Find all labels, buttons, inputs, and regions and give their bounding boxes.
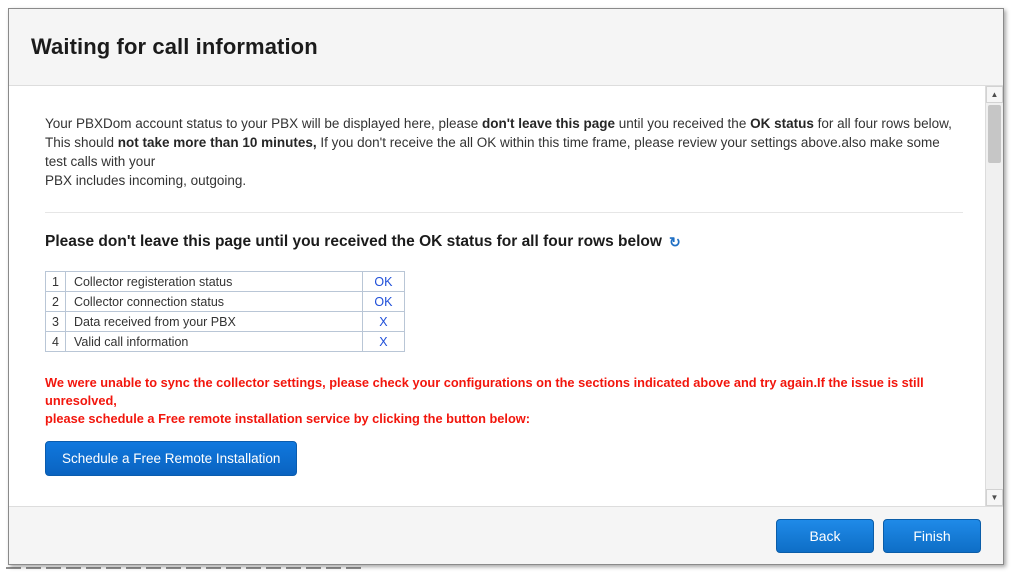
divider: [45, 212, 963, 213]
background-page-text-line: ——————————————————: [6, 563, 366, 576]
status-badge: OK: [362, 272, 404, 292]
dialog-body: [9, 86, 1003, 506]
vertical-scrollbar[interactable]: [985, 86, 1003, 506]
status-badge: X: [362, 312, 404, 332]
scrollable-content: [9, 86, 985, 506]
scroll-down-arrow-icon[interactable]: ▼: [986, 489, 1003, 506]
table-row: [46, 312, 405, 332]
table-row: [46, 272, 405, 292]
row-label: Collector connection status: [65, 292, 362, 312]
intro-line1-part2: until you received the: [615, 116, 751, 131]
intro-line2-part1: This should: [45, 135, 118, 150]
table-row: [46, 332, 405, 352]
intro-line1-bold2: OK status: [750, 116, 814, 131]
status-table: [45, 271, 405, 352]
intro-line2-part2: If you don't receive the all OK within this time frame, please review your settings above.also make some test calls with your: [45, 135, 940, 169]
intro-line1-bold1: don't leave this page: [482, 116, 615, 131]
status-badge: OK: [362, 292, 404, 312]
intro-line1-part3: for all four rows below,: [813, 116, 952, 131]
dialog-window: [8, 8, 1004, 565]
intro-line2-bold1: not take more than 10 minutes,: [117, 135, 317, 150]
scrollbar-thumb[interactable]: [988, 105, 1001, 163]
warning-message: [45, 374, 963, 428]
finish-button[interactable]: Finish: [883, 519, 981, 553]
row-index: 1: [46, 272, 66, 292]
row-index: 3: [46, 312, 66, 332]
dialog-header: [9, 9, 1003, 86]
dialog-footer: [9, 506, 1003, 564]
table-row: [46, 292, 405, 312]
row-index: 2: [46, 292, 66, 312]
warning-line2: please schedule a Free remote installation service by clicking the button below:: [45, 411, 531, 426]
schedule-remote-installation-button[interactable]: Schedule a Free Remote Installation: [45, 441, 297, 476]
section-heading: [45, 233, 963, 251]
intro-line1-part1: Your PBXDom account status to your PBX will be displayed here, please: [45, 116, 482, 131]
warning-line1: We were unable to sync the collector settings, please check your configurations on the sections indicated above and try again.If the issue is still unresolved,: [45, 375, 924, 408]
refresh-icon[interactable]: ↻: [668, 234, 681, 250]
back-button[interactable]: Back: [776, 519, 874, 553]
row-label: Collector registeration status: [65, 272, 362, 292]
row-index: 4: [46, 332, 66, 352]
scroll-up-arrow-icon[interactable]: ▲: [986, 86, 1003, 103]
background-page-text: [0, 563, 1024, 579]
row-label: Data received from your PBX: [65, 312, 362, 332]
section-heading-label: Please don't leave this page until you received the OK status for all four rows below: [45, 233, 662, 250]
intro-line3: PBX includes incoming, outgoing.: [45, 173, 247, 188]
row-label: Valid call information: [65, 332, 362, 352]
page-title: Waiting for call information: [31, 34, 318, 59]
status-badge: X: [362, 332, 404, 352]
intro-paragraph: [45, 114, 963, 190]
